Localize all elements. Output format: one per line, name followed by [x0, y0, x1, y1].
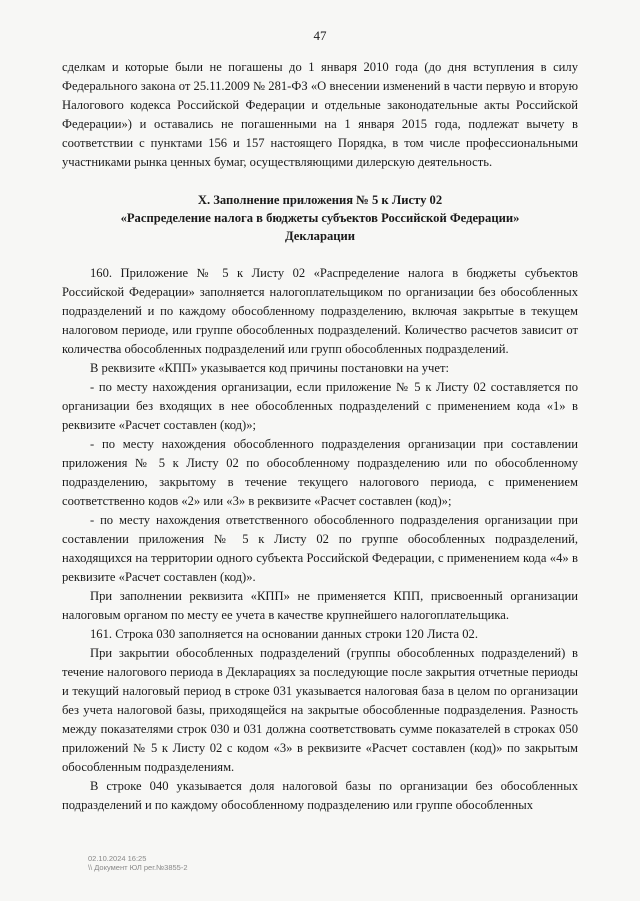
- list-item-kpp-3: - по месту нахождения ответственного обособленного подразделения организации при составлении приложения № 5 к Листу 02 по группе обособленных подразделений, находящихся на территории одного субъекта Российской Федерации, с применением кода «4» в реквизите «Расчет составлен (код)».: [62, 513, 578, 584]
- footer-timestamp: 02.10.2024 16:25: [88, 854, 147, 863]
- paragraph-line-040: В строке 040 указывается доля налоговой базы по организации без обособленных подразделений и по каждому обособленному подразделению или группе обособленных: [62, 779, 578, 812]
- document-body: [62, 58, 578, 815]
- paragraph-closure: При закрытии обособленных подразделений (группы обособленных подразделений) в течение налогового периода в Декларациях за последующие после закрытия отчетные периоды и текущий налоговый период в строке 031 указывается налоговая база в целом по организации без учета налоговой базы, приходящейся на закрытые обособленные подразделения. Разность между показателями строк 030 и 031 должна соответствовать сумме показателей в строках 050 приложений № 5 к Листу 02 с кодом «3» в реквизите «Расчет составлен (код)» по закрытым обособленным подразделениям.: [62, 646, 578, 774]
- paragraph-kpp-note: При заполнении реквизита «КПП» не применяется КПП, присвоенный организации налоговым органом по месту ее учета в качестве крупнейшего налогоплательщика.: [62, 589, 578, 622]
- section-heading-line1: X. Заполнение приложения № 5 к Листу 02: [197, 193, 443, 207]
- footer-doc-ref: \\ Документ ЮЛ рег.№3855-2: [88, 863, 188, 872]
- paragraph-160: 160. Приложение № 5 к Листу 02 «Распределение налога в бюджеты субъектов Российской Федерации» заполняется налогоплательщиком по организации без обособленных подразделений и по каждому обособленному подразделению, включая закрытые в текущем налоговом периоде, или группе обособленных подразделений. Количество расчетов зависит от количества обособленных подразделений или групп обособленных подразделений.: [62, 266, 578, 356]
- document-footer-stamp: [88, 854, 188, 872]
- paragraph-kpp-intro: В реквизите «КПП» указывается код причины постановки на учет:: [90, 361, 449, 375]
- list-item-kpp-2: - по месту нахождения обособленного подразделения организации при составлении приложения № 5 к Листу 02 по обособленному подразделению или по обособленному подразделению, закрытому в течение текущего налогового периода, с применением соответственно кодов «2» или «3» в реквизите «Расчет составлен (код)»;: [62, 437, 578, 508]
- section-heading-line3: Декларации: [284, 229, 356, 243]
- section-heading-line2: «Распределение налога в бюджеты субъектов Российской Федерации»: [120, 211, 520, 225]
- list-item-kpp-1: - по месту нахождения организации, если приложение № 5 к Листу 02 составляется по организации без входящих в нее обособленных подразделений с применением кода «1» в реквизите «Расчет составлен (код)»;: [62, 380, 578, 432]
- section-heading: [62, 191, 578, 245]
- intro-paragraph: сделкам и которые были не погашены до 1 января 2010 года (до дня вступления в силу Федерального закона от 25.11.2009 № 281-ФЗ «О внесении изменений в части первую и вторую Налогового кодекса Российской Федерации и отдельные законодательные акты Российской Федерации») и оставались не погашенными на 1 января 2015 года, подлежат вычету в соответствии с пунктами 156 и 157 настоящего Порядка, в том числе профессиональными участниками рынка ценных бумаг, осуществляющими дилерскую деятельность.: [62, 60, 578, 169]
- page-number: 47: [313, 28, 327, 43]
- paragraph-161: 161. Строка 030 заполняется на основании данных строки 120 Листа 02.: [90, 627, 478, 641]
